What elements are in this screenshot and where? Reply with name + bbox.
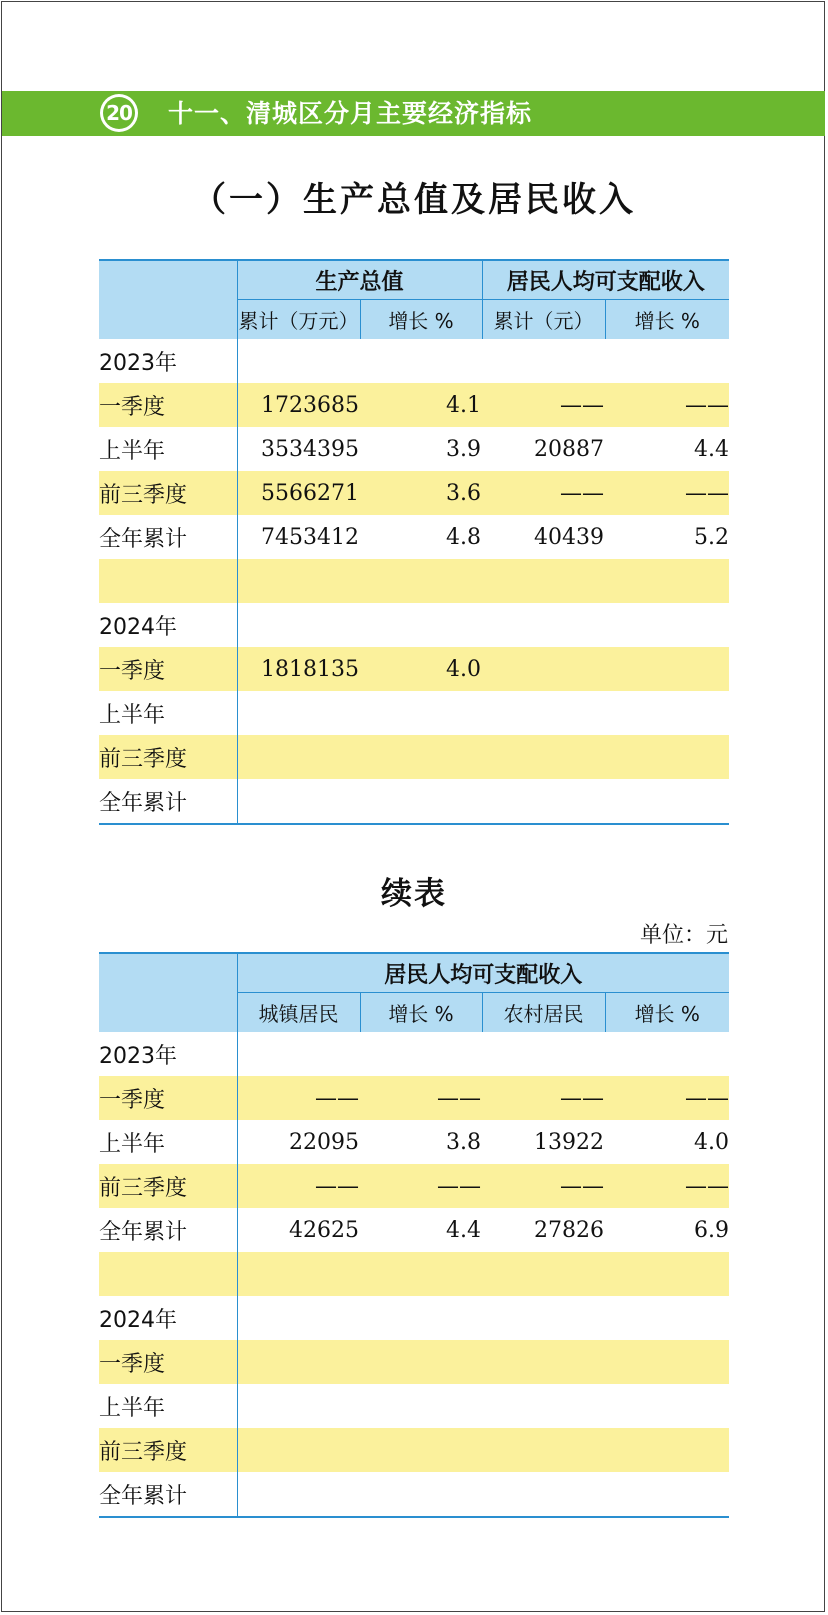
row-label: 一季度 [99, 1076, 237, 1120]
table-cell [605, 1032, 729, 1076]
table-cell [482, 1252, 605, 1296]
table-row [99, 559, 729, 603]
table-cell [482, 1428, 605, 1472]
table-cell: —— [482, 471, 605, 515]
table-cell [482, 603, 605, 647]
table-cell [482, 339, 605, 383]
row-label: 上半年 [99, 1120, 237, 1164]
table-cell: 3534395 [261, 436, 359, 462]
table-cell: 5.2 [694, 524, 730, 550]
table-cell [482, 735, 605, 779]
row-label: 2024年 [99, 603, 237, 647]
row-label: 上半年 [99, 691, 237, 735]
row-label: 2023年 [99, 1032, 237, 1076]
table-cell: 27826 [534, 1217, 604, 1243]
row-label: 全年累计 [99, 515, 237, 559]
table-cell: 3.6 [360, 471, 482, 515]
table-row [99, 1164, 729, 1208]
table-cell [237, 559, 360, 603]
table-cell [360, 339, 482, 383]
table-cell [237, 1472, 360, 1517]
row-label: 前三季度 [99, 735, 237, 779]
row-label: 前三季度 [99, 1428, 237, 1472]
table-row [99, 1032, 729, 1076]
table-cell [482, 1472, 605, 1517]
table-cell [360, 1428, 482, 1472]
row-label: 前三季度 [99, 471, 237, 515]
table-cell: —— [482, 383, 605, 427]
section-title: 十一、清城区分月主要经济指标 [168, 99, 533, 128]
row-label: 一季度 [99, 647, 237, 691]
table-cell: 3.9 [446, 436, 482, 462]
row-label: 上半年 [99, 427, 237, 471]
table-cell [605, 1472, 729, 1517]
table-cell: 4.4 [446, 1217, 481, 1243]
header-growth-pct: 增长 % [605, 993, 729, 1033]
table-cell [605, 735, 729, 779]
row-label: 一季度 [99, 1340, 237, 1384]
table-cell [482, 1296, 605, 1340]
table-cell [360, 779, 482, 824]
table-row [99, 1208, 729, 1252]
table-cell: 4.0 [360, 647, 482, 691]
table-cell [482, 691, 605, 735]
table-cell [605, 603, 729, 647]
table-cell [360, 1252, 482, 1296]
table-cell: —— [237, 1164, 360, 1208]
table-row [99, 383, 729, 427]
table-cell: 1818135 [237, 647, 360, 691]
table-cell [605, 1384, 729, 1428]
table-row [99, 1472, 729, 1517]
table-cell: —— [237, 1076, 360, 1120]
header-disposable-income: 居民人均可支配收入 [237, 953, 729, 993]
table2-title: 续表 [381, 876, 447, 912]
header-rural-residents: 农村居民 [482, 993, 605, 1033]
row-label: 全年累计 [99, 779, 237, 824]
table-row [99, 647, 729, 691]
table-cell [360, 1384, 482, 1428]
table-cell [482, 1032, 605, 1076]
table-cell [360, 603, 482, 647]
header-disposable-income: 居民人均可支配收入 [482, 260, 729, 300]
table-cell: —— [605, 1076, 729, 1120]
table-cell: 6.9 [694, 1217, 730, 1243]
table-cell [482, 559, 605, 603]
table-cell [605, 1428, 729, 1472]
table-cell: 3.8 [446, 1129, 481, 1155]
table-cell: 7453412 [261, 524, 359, 550]
row-label [99, 1252, 237, 1296]
table-cell [237, 691, 360, 735]
header-growth-pct: 增长 % [360, 300, 482, 340]
table-cell [237, 1032, 360, 1076]
table-cell: 4.4 [694, 436, 730, 462]
table-cell [360, 1340, 482, 1384]
table-row [99, 427, 729, 471]
table-cell [237, 1340, 360, 1384]
table-row [99, 515, 729, 559]
table-cell [605, 559, 729, 603]
table-cell [237, 1296, 360, 1340]
table-cell: 4.0 [694, 1129, 730, 1155]
header-growth-pct: 增长 % [360, 993, 482, 1033]
table-cell: 1723685 [237, 383, 360, 427]
table-cell [482, 647, 605, 691]
table-cell [482, 1384, 605, 1428]
table-cell: —— [482, 1164, 605, 1208]
table-cell [237, 735, 360, 779]
header-corner [99, 260, 237, 339]
table-cell [360, 559, 482, 603]
table-cell [237, 339, 360, 383]
row-label: 全年累计 [99, 1472, 237, 1517]
row-label: 全年累计 [99, 1208, 237, 1252]
table-cell: 4.8 [446, 524, 482, 550]
table-cell [237, 603, 360, 647]
table-cell [360, 1472, 482, 1517]
table-cell: 13922 [534, 1129, 604, 1155]
table-cell [605, 647, 729, 691]
table-cell [237, 1384, 360, 1428]
row-label [99, 559, 237, 603]
row-label: 上半年 [99, 1384, 237, 1428]
table-row [99, 1428, 729, 1472]
table-row [99, 1296, 729, 1340]
header-corner [99, 953, 237, 1032]
table-cell [360, 735, 482, 779]
table-cell: —— [605, 383, 729, 427]
table-cell: 42625 [289, 1217, 359, 1243]
table-cell [237, 779, 360, 824]
table-cell [360, 1296, 482, 1340]
table-cell [237, 1252, 360, 1296]
table-cell [482, 1340, 605, 1384]
table-cell: 5566271 [237, 471, 360, 515]
table-cell [605, 1296, 729, 1340]
table-row [99, 1384, 729, 1428]
table-row [99, 1076, 729, 1120]
header-gdp: 生产总值 [237, 260, 482, 300]
row-label: 前三季度 [99, 1164, 237, 1208]
gdp-income-table [99, 259, 729, 825]
table-cell: —— [360, 1076, 482, 1120]
header-cumulative-wan-yuan: 累计（万元） [237, 300, 360, 340]
table-cell: —— [605, 1164, 729, 1208]
table-cell: —— [482, 1076, 605, 1120]
table-row [99, 603, 729, 647]
header-growth-pct: 增长 % [605, 300, 729, 340]
header-urban-residents: 城镇居民 [237, 993, 360, 1033]
table-row [99, 735, 729, 779]
table-row [99, 1120, 729, 1164]
table-cell [605, 1340, 729, 1384]
table-row [99, 471, 729, 515]
income-continued-table [99, 952, 729, 1518]
table-row [99, 1252, 729, 1296]
row-label: 一季度 [99, 383, 237, 427]
table-row [99, 1340, 729, 1384]
header-cumulative-yuan: 累计（元） [482, 300, 605, 340]
row-label: 2024年 [99, 1296, 237, 1340]
table-cell [360, 1032, 482, 1076]
table-cell: 4.1 [360, 383, 482, 427]
table1-title: （一）生产总值及居民收入 [192, 180, 636, 220]
table-cell [605, 691, 729, 735]
table-cell [605, 1252, 729, 1296]
table-cell [360, 691, 482, 735]
table-cell [605, 779, 729, 824]
table-cell [605, 339, 729, 383]
table-row [99, 691, 729, 735]
table-cell: 40439 [534, 524, 605, 550]
table-row [99, 339, 729, 383]
row-label: 2023年 [99, 339, 237, 383]
table-cell: 22095 [289, 1129, 359, 1155]
table-cell: 20887 [534, 436, 605, 462]
table-cell [237, 1428, 360, 1472]
page-number-badge [100, 94, 138, 132]
table-row [99, 779, 729, 824]
table-cell [482, 779, 605, 824]
unit-label: 单位：元 [639, 923, 728, 948]
table-cell: —— [360, 1164, 482, 1208]
table-cell: —— [605, 471, 729, 515]
page-number: 20 [103, 97, 135, 129]
